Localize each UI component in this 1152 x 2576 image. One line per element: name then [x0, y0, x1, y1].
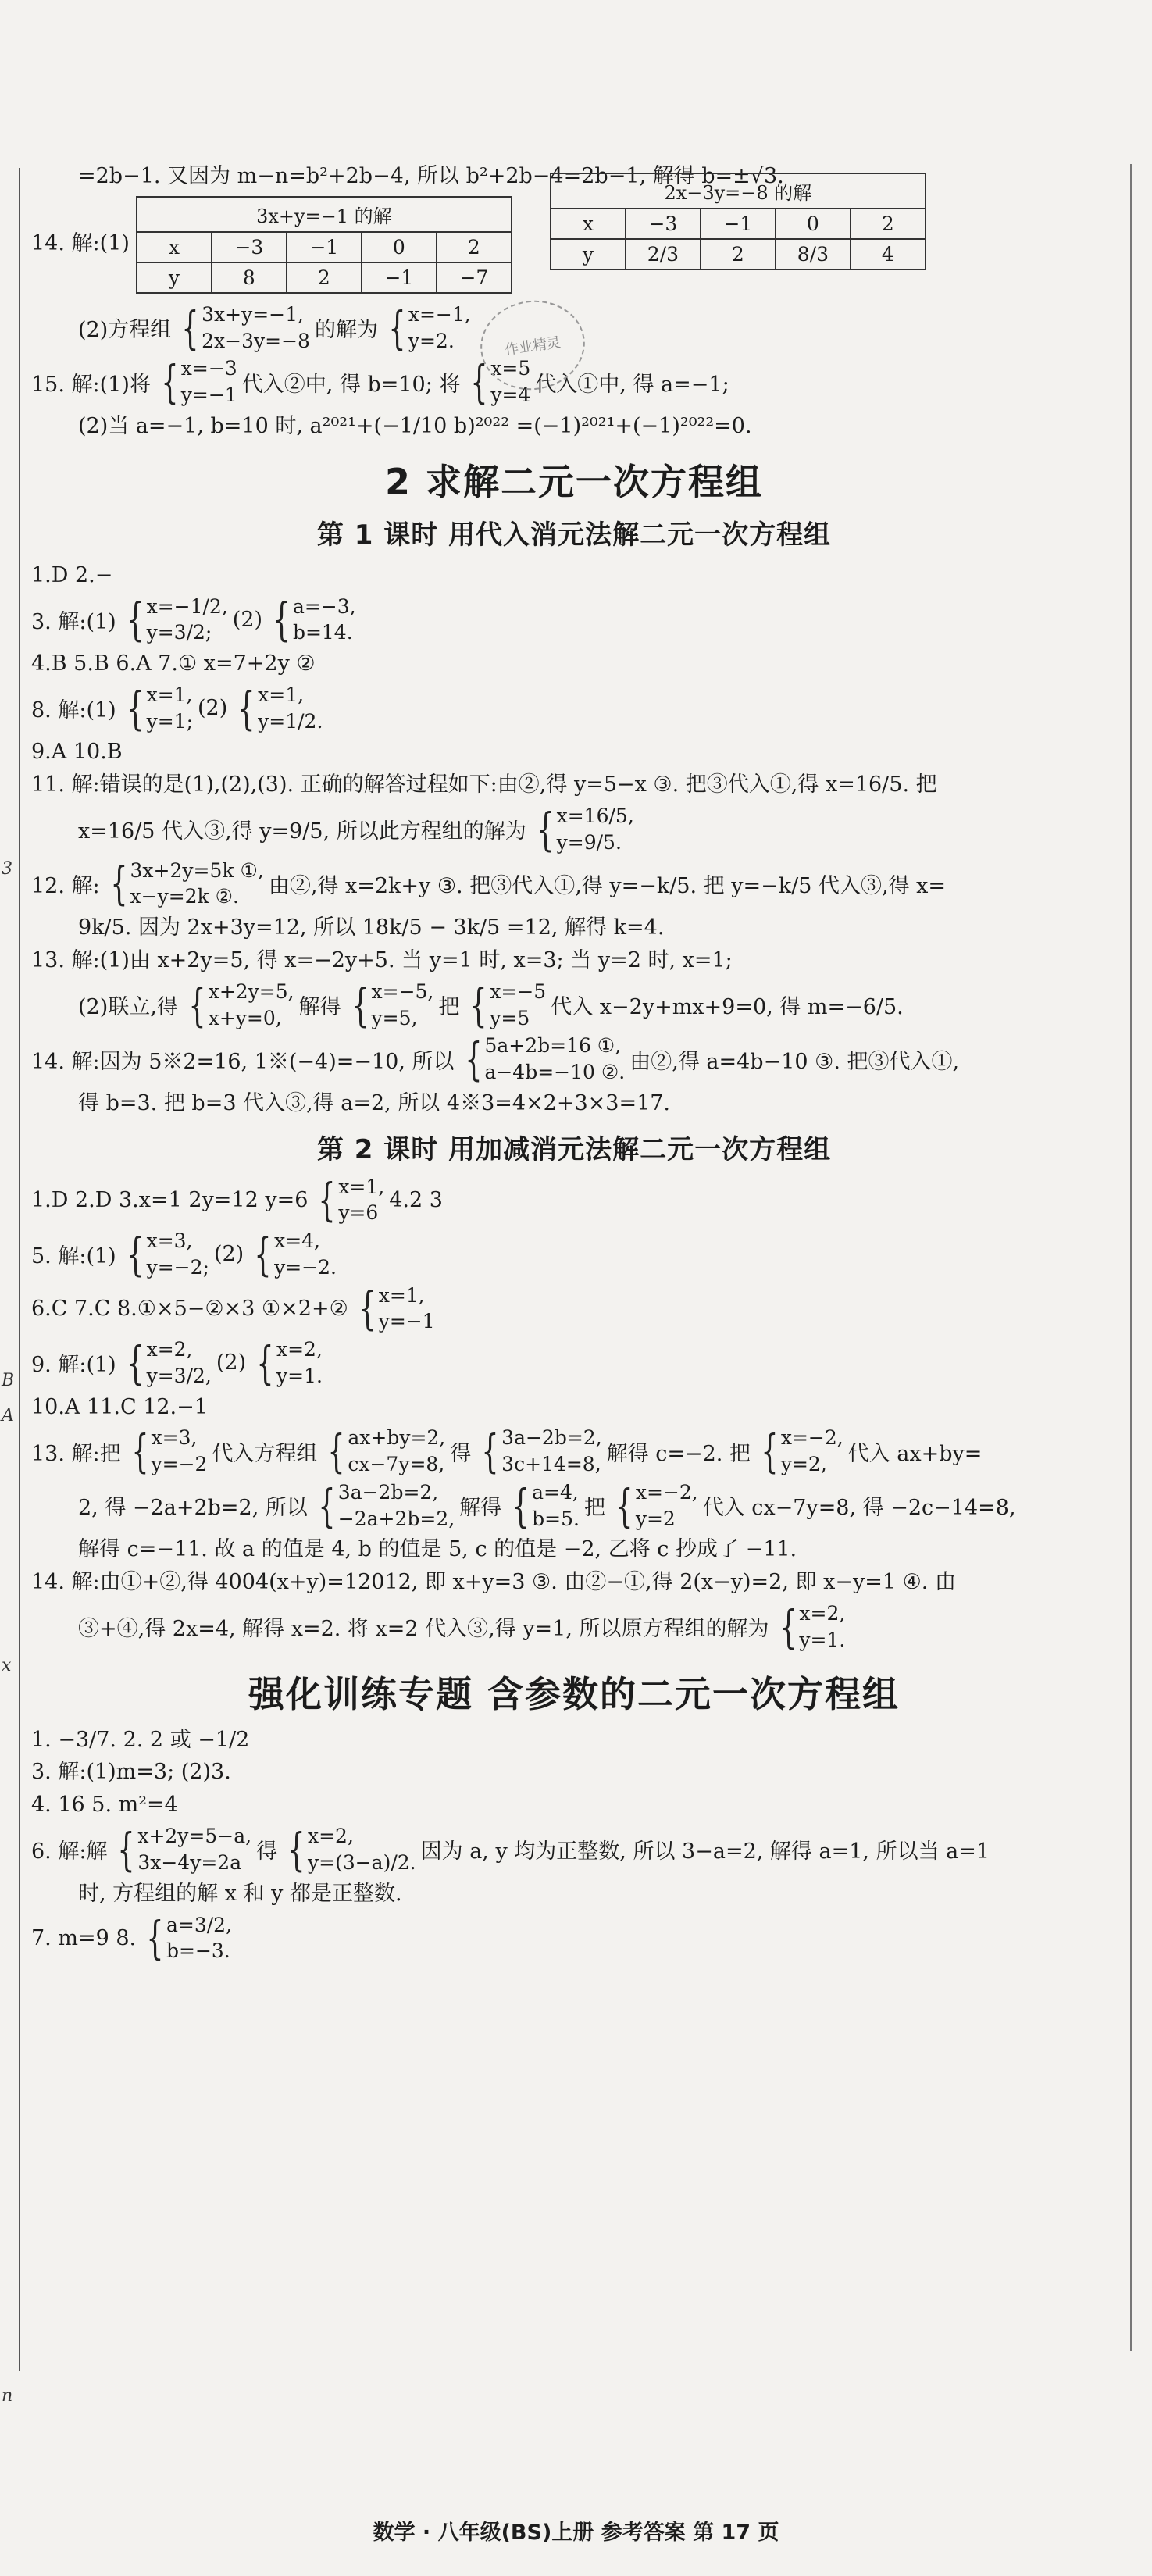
lesson-1-title: 第 1 课时 用代入消元法解二元一次方程组 — [316, 519, 832, 551]
table-cell: −1 — [287, 232, 362, 262]
equation: y=(3−a)/2. — [308, 1850, 416, 1874]
text: 得 — [256, 1839, 278, 1864]
equation: y=1; — [146, 709, 193, 733]
solution-system: { x=1, y=1/2. — [237, 681, 323, 735]
q14-label: 14. 解:(1) — [31, 230, 130, 255]
text: 把 — [438, 995, 460, 1019]
margin-mark: x — [2, 1656, 12, 1675]
sp-line1: 1. −3/7. 2. 2 或 −1/2 — [31, 1727, 250, 1752]
table-cell: 0 — [776, 209, 851, 239]
equation: x+2y=5, — [208, 979, 294, 1003]
table-cell: −3 — [626, 209, 701, 239]
stamp-text: 作业精灵 — [504, 334, 562, 359]
solution-system: { a=−3, b=14. — [273, 593, 356, 647]
solution-system: { a=3/2, b=−3. — [146, 1911, 233, 1965]
equation: y=2. — [408, 329, 455, 352]
table-cell: 2 — [851, 209, 926, 239]
l2-q9 — [31, 1336, 1117, 1390]
intro-line: =2b−1. 又因为 m−n=b²+2b−4, 所以 b²+2b−4=2b−1, 解得 b=±√3. — [78, 164, 784, 188]
solution-system: { x=1, y=6 — [318, 1173, 385, 1227]
equation: y=1. — [799, 1628, 846, 1651]
text: 得 — [450, 1441, 472, 1466]
equation: x=4, — [274, 1229, 321, 1253]
solution-system: { a=4, b=5. — [512, 1479, 580, 1532]
solution-system: { x=−5, y=5, — [351, 978, 434, 1032]
text: 3. 解:(1) — [31, 609, 116, 634]
table-caption: 3x+y=−1 的解 — [137, 197, 512, 232]
text: 4.2 3 — [389, 1187, 443, 1212]
equation: x=1, — [378, 1283, 425, 1307]
equation: x=−1/2, — [146, 594, 228, 618]
text: (2)方程组 — [78, 318, 172, 343]
l1-q13-line1: 13. 解:(1)由 x+2y=5, 得 x=−2y+5. 当 y=1 时, x=3; 当 y=2 时, x=1; — [31, 947, 733, 972]
left-margin-rule — [19, 168, 20, 2371]
text: ③+④,得 2x=4, 解得 x=2. 将 x=2 代入③,得 y=1, 所以原方程组的解为 — [78, 1617, 769, 1642]
equation: y=4 — [490, 384, 531, 407]
equation: x=−5 — [490, 979, 547, 1003]
equation: 3c+14=8, — [501, 1453, 601, 1476]
solution-system: { x=16/5, y=9/5. — [537, 802, 634, 856]
sp-line3: 3. 解:(1)m=3; (2)3. — [31, 1760, 231, 1785]
text: 由②,得 x=2k+y ③. 把③代入①,得 y=−k/5. 把 y=−k/5 代入③,得 x= — [268, 873, 946, 898]
equation-system: { x=−3 y=−1 — [161, 355, 237, 409]
equation: y=2, — [780, 1453, 827, 1476]
l2-q13-line1 — [31, 1425, 1117, 1478]
solution-system: { x=−1, y=2. — [388, 301, 471, 355]
table-cell: x — [551, 209, 626, 239]
l1-q11-line2 — [31, 803, 1117, 856]
table-cell: −7 — [437, 262, 512, 293]
equation-system: { x+2y=5−a, 3x−4y=2a — [117, 1822, 252, 1876]
equation: x=3, — [151, 1426, 198, 1450]
l1-q8 — [31, 682, 1117, 735]
equation: −2a+2b=2, — [337, 1507, 455, 1530]
equation: x=1, — [338, 1175, 385, 1198]
text: 5. 解:(1) — [31, 1244, 116, 1269]
solution-system: { x=1, y=1; — [127, 681, 193, 735]
equation: y=3/2, — [146, 1364, 212, 1387]
equation-system: { 3a−2b=2, −2a+2b=2, — [318, 1479, 455, 1532]
q14-tables — [31, 181, 1117, 294]
solution-system: { x=1, y=−1 — [358, 1282, 435, 1336]
l1-q13-line2 — [31, 979, 1117, 1032]
equation: x=5 — [490, 357, 531, 380]
table-cell: y — [137, 262, 212, 293]
sp-q7-q8 — [31, 1912, 1117, 1965]
equation: b=5. — [532, 1507, 580, 1530]
solution-system: { x=−2, y=2, — [761, 1425, 843, 1479]
equation: x=2, — [799, 1602, 846, 1625]
section-title: 2 求解二元一次方程组 — [384, 460, 764, 503]
equation: 3x+y=−1, — [202, 302, 304, 326]
equation: y=2 — [635, 1507, 676, 1530]
equation: x=−1, — [408, 302, 471, 326]
l2-q13-line2 — [31, 1479, 1117, 1532]
l1-line9: 9.A 10.B — [31, 740, 123, 765]
equation-system: { 3x+2y=5k ①, x−y=2k ②. — [110, 857, 264, 911]
equation: cx−7y=8, — [348, 1453, 445, 1476]
text: x=16/5 代入③,得 y=9/5, 所以此方程组的解为 — [78, 819, 526, 844]
text: 把 — [583, 1496, 605, 1521]
equation: y=1. — [276, 1364, 323, 1387]
l1-q3 — [31, 594, 1117, 647]
equation-system: { 3x+y=−1, 2x−3y=−8 — [181, 301, 310, 355]
equation: x=−2, — [780, 1426, 843, 1450]
text: 9. 解:(1) — [31, 1353, 116, 1378]
equation: 3a−2b=2, — [337, 1480, 439, 1504]
equation: b=14. — [292, 621, 353, 644]
l1-q12-line2: 9k/5. 因为 2x+3y=12, 所以 18k/5 − 3k/5 =12, 解得 k=4. — [78, 915, 665, 940]
l1-line1: 1.D 2.− — [31, 562, 113, 587]
text: 因为 a, y 均为正整数, 所以 3−a=2, 解得 a=1, 所以当 a=1 — [420, 1839, 990, 1864]
text: 14. 解:因为 5※2=16, 1※(−4)=−10, 所以 — [31, 1049, 455, 1074]
text: 代入 x−2y+mx+9=0, 得 m=−6/5. — [551, 995, 904, 1019]
equation: 3a−2b=2, — [501, 1426, 602, 1450]
table-cell: −3 — [212, 232, 287, 262]
equation: 3x+2y=5k ①, — [130, 858, 264, 882]
l2-q13-line3: 解得 c=−11. 故 a 的值是 4, b 的值是 5, c 的值是 −2, 乙将 c 抄成了 −11. — [78, 1537, 797, 1562]
l2-line6 — [31, 1283, 1117, 1336]
text: (2) — [198, 696, 228, 721]
equation-system: { x=5 y=4 — [470, 355, 531, 409]
text: 6.C 7.C 8.①×5−②×3 ①×2+② — [31, 1296, 348, 1321]
l2-q5 — [31, 1228, 1117, 1281]
equation: x=−5, — [371, 979, 434, 1003]
equation: x=2, — [146, 1338, 193, 1361]
text: 代入②中, 得 b=10; 将 — [241, 372, 461, 397]
equation-system: { 3a−2b=2, 3c+14=8, — [481, 1425, 602, 1479]
table-cell: 4 — [851, 239, 926, 269]
text: 6. 解:解 — [31, 1839, 108, 1864]
page-footer: 数学 · 八年级(BS)上册 参考答案 第 17 页 — [373, 2521, 779, 2545]
l2-q14-line1: 14. 解:由①+②,得 4004(x+y)=12012, 即 x+y=3 ③. 由②−①,得 2(x−y)=2, 即 x−y=1 ④. 由 — [31, 1570, 956, 1595]
solution-system: { x=2, y=1. — [779, 1600, 846, 1654]
text: 代入①中, 得 a=−1; — [535, 372, 729, 397]
table-cell: 2 — [437, 232, 512, 262]
equation-system: { 5a+2b=16 ①, a−4b=−10 ②. — [464, 1033, 626, 1086]
table-cell: −1 — [701, 209, 776, 239]
margin-mark: A — [2, 1406, 14, 1425]
text: (2) — [216, 1350, 247, 1375]
equation: x=1, — [258, 683, 305, 706]
table-cell: y — [551, 239, 626, 269]
equation: a−4b=−10 ②. — [484, 1061, 626, 1083]
solution-system: { x=2, y=(3−a)/2. — [287, 1822, 416, 1876]
solution-table-2 — [550, 173, 926, 270]
equation-system: { x+2y=5, x+y=0, — [188, 978, 294, 1032]
table-cell: −1 — [362, 262, 437, 293]
text: 代入方程组 — [212, 1441, 318, 1466]
equation: a=−3, — [292, 594, 356, 618]
lesson-2-title: 第 2 课时 用加减消元法解二元一次方程组 — [316, 1133, 832, 1165]
equation: x=3, — [146, 1229, 193, 1253]
equation: x=16/5, — [556, 805, 634, 828]
solution-table-1 — [136, 196, 512, 294]
equation: x+2y=5−a, — [137, 1825, 252, 1848]
equation: y=3/2; — [146, 621, 212, 644]
text: (2) — [213, 1242, 244, 1267]
equation: a=4, — [532, 1480, 579, 1504]
text: (2) — [232, 607, 263, 632]
equation: y=5 — [490, 1006, 530, 1029]
equation: x=2, — [308, 1825, 354, 1848]
equation: x+y=0, — [208, 1006, 282, 1029]
equation: b=−3. — [166, 1939, 230, 1963]
l1-q11-line1: 11. 解:错误的是(1),(2),(3). 正确的解答过程如下:由②,得 y=5−x ③. 把③代入①,得 x=16/5. 把 — [31, 772, 937, 797]
l1-q14-line2: 得 b=3. 把 b=3 代入③,得 a=2, 所以 4※3=4×2+3×3=17. — [78, 1090, 671, 1115]
equation: y=−2 — [151, 1453, 208, 1476]
text: 由②,得 a=4b−10 ③. 把③代入①, — [629, 1049, 960, 1074]
table-cell: 2 — [701, 239, 776, 269]
solution-system: { x=2, y=3/2, — [127, 1336, 212, 1390]
equation: x=2, — [276, 1338, 323, 1361]
equation: y=9/5. — [556, 830, 622, 854]
solution-system: { x=3, y=−2; — [127, 1227, 209, 1281]
table-cell: 8/3 — [776, 239, 851, 269]
table-cell: 8 — [212, 262, 287, 293]
equation: 2x−3y=−8 — [202, 329, 310, 352]
equation: 3x−4y=2a — [137, 1850, 242, 1874]
equation-system: { ax+by=2, cx−7y=8, — [327, 1425, 446, 1479]
l1-q14-line1 — [31, 1033, 1117, 1086]
solution-system: { x=−2, y=2 — [615, 1479, 698, 1532]
text: 解得 — [459, 1496, 502, 1521]
sp-q6-line1 — [31, 1823, 1117, 1876]
equation: ax+by=2, — [348, 1426, 446, 1450]
text: 13. 解:把 — [31, 1441, 121, 1466]
equation: y=6 — [338, 1201, 379, 1225]
solution-system: { x=−1/2, y=3/2; — [127, 593, 228, 647]
l2-q14-line2 — [31, 1600, 1117, 1654]
special-title: 强化训练专题 含参数的二元一次方程组 — [248, 1672, 900, 1715]
content — [31, 160, 1117, 1966]
text: 解得 c=−2. 把 — [606, 1441, 751, 1466]
text: 7. m=9 8. — [31, 1925, 137, 1950]
text: (2)联立,得 — [78, 995, 178, 1019]
l1-line4: 4.B 5.B 6.A 7.① x=7+2y ② — [31, 651, 316, 676]
text: 解得 — [298, 995, 341, 1019]
solution-system: { x=4, y=−2. — [254, 1227, 337, 1281]
equation: y=−1 — [180, 384, 237, 407]
equation: x−y=2k ②. — [130, 885, 240, 908]
sp-q6-line2: 时, 方程组的解 x 和 y 都是正整数. — [78, 1881, 402, 1906]
equation: x=−3 — [180, 357, 237, 380]
table-cell: 2/3 — [626, 239, 701, 269]
equation: x=1, — [146, 683, 193, 706]
l2-line1 — [31, 1174, 1117, 1227]
text: 12. 解: — [31, 873, 100, 898]
text: 的解为 — [314, 318, 378, 343]
solution-system: { x=3, y=−2 — [131, 1425, 208, 1479]
table-cell: 0 — [362, 232, 437, 262]
equation: a=3/2, — [166, 1913, 233, 1936]
equation: y=−1 — [378, 1310, 435, 1333]
equation: y=−2; — [146, 1255, 209, 1279]
right-margin-rule — [1130, 164, 1132, 2351]
margin-mark: 3 — [2, 859, 12, 879]
equation: y=1/2. — [258, 709, 323, 733]
table-cell: 2 — [287, 262, 362, 293]
table-cell: x — [137, 232, 212, 262]
solution-system: { x=−5 y=5 — [469, 978, 547, 1032]
margin-mark: B — [2, 1371, 15, 1390]
text: 15. 解:(1)将 — [31, 372, 151, 397]
text: 代入 ax+by= — [847, 1441, 983, 1466]
equation: x=−2, — [635, 1480, 698, 1504]
text: 8. 解:(1) — [31, 698, 116, 723]
text: 2, 得 −2a+2b=2, 所以 — [78, 1496, 308, 1521]
table-caption: 2x−3y=−8 的解 — [551, 173, 926, 209]
margin-marks — [0, 0, 17, 2576]
margin-mark: n — [2, 2386, 13, 2406]
solution-system: { x=2, y=1. — [256, 1336, 323, 1390]
l2-line10: 10.A 11.C 12.−1 — [31, 1394, 208, 1419]
l1-q12-line1 — [31, 858, 1117, 911]
text: 1.D 2.D 3.x=1 2y=12 y=6 — [31, 1187, 309, 1212]
equation: y=5, — [371, 1006, 418, 1029]
text: 代入 cx−7y=8, 得 −2c−14=8, — [702, 1496, 1016, 1521]
equation: y=−2. — [274, 1255, 337, 1279]
sp-line4: 4. 16 5. m²=4 — [31, 1793, 178, 1818]
q15-line2: (2)当 a=−1, b=10 时, a²⁰²¹+(−1/10 b)²⁰²² =(−1)²⁰²¹+(−1)²⁰²²=0. — [78, 413, 752, 438]
equation: 5a+2b=16 ①, — [484, 1034, 622, 1058]
